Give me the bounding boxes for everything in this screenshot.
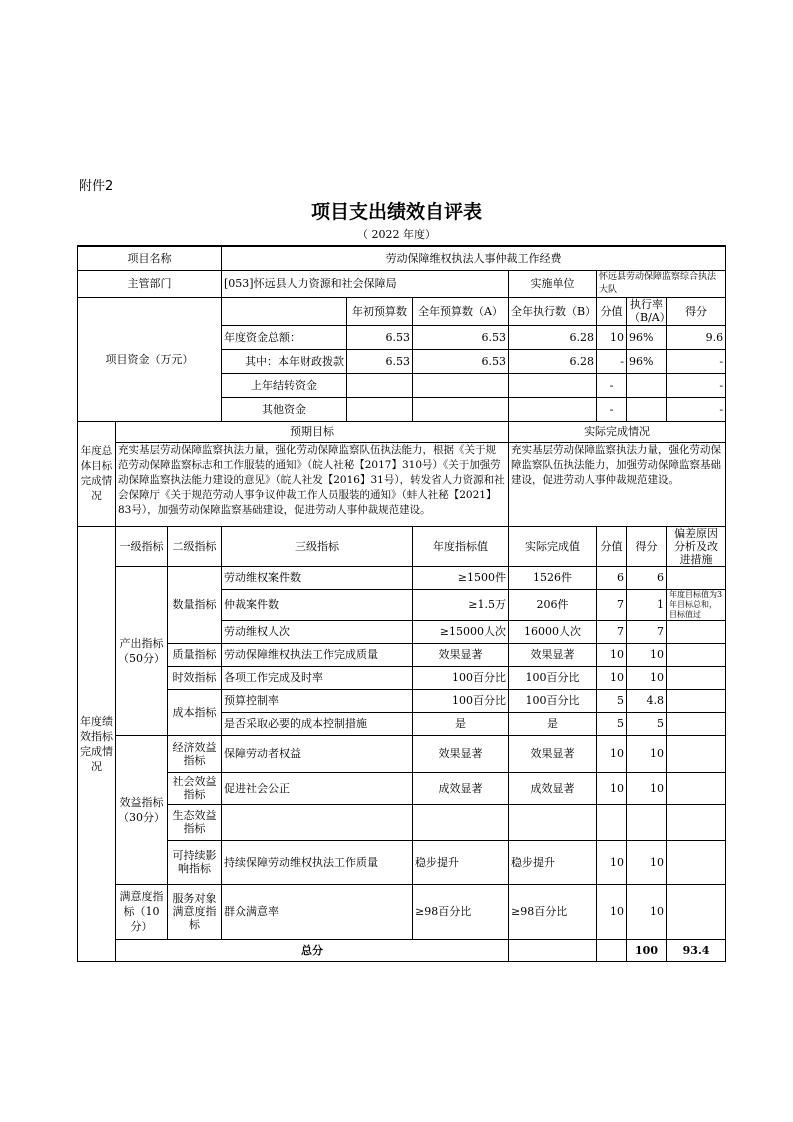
perf-row [78,566,726,589]
perf-row-l3: 劳动保障维权执法工作完成质量 [222,643,413,666]
perf-row-actual: 成效显著 [509,772,597,804]
goals-actual-text: 充实基层劳动保障监察执法力量，强化劳动保障监察队伍执法能力，加强劳动保障监察基础建设，促进劳动人事仲裁规范建设。 [511,443,722,486]
perf-row-score-value: 10 [597,735,627,772]
perf-header-actual: 实际完成值 [509,526,597,566]
perf-row-score: 10 [627,772,667,804]
perf-row-score: 6 [627,566,667,589]
project-name-row [78,246,726,270]
perf-row-target: 是 [413,712,509,735]
perf-row [78,772,726,804]
perf-row-target [413,804,509,840]
funds-row-score-value: - [597,373,627,397]
perf-row-l3: 群众满意率 [222,884,413,939]
funds-header-annual: 全年预算数（A） [413,297,509,325]
perf-row-actual: 100百分比 [509,666,597,689]
self-evaluation-table [77,245,726,962]
benefit-l1-label: 效益指标（30分） [116,735,168,884]
perf-row [78,643,726,666]
perf-row-target: 100百分比 [413,666,509,689]
benefit-social-label: 社会效益指标 [168,772,222,804]
perf-row-note [667,643,726,666]
perf-row-note: 年度目标值为3年目标总和，目标值过 [667,589,726,620]
funds-row-score-value: - [597,397,627,421]
perf-row-score: 7 [627,620,667,643]
perf-row-actual: 效果显著 [509,735,597,772]
funds-row-rate [627,373,667,397]
funds-row-initial: 6.53 [347,349,413,373]
perf-row [78,735,726,772]
perf-row-actual: 100百分比 [509,689,597,712]
perf-row-target: ≥1500件 [413,566,509,589]
funds-row-initial [347,373,413,397]
perf-row-target: 成效显著 [413,772,509,804]
perf-row-actual: 1526件 [509,566,597,589]
perf-row-score: 5 [627,712,667,735]
perf-label: 年度绩效指标完成情况 [78,526,116,961]
total-blank-target [509,939,597,961]
funds-row-rate: 96% [627,325,667,349]
funds-row-annual: 6.53 [413,349,509,373]
perf-row-l3: 仲裁案件数 [222,589,413,620]
perf-row-note [667,666,726,689]
funds-row-score: - [667,349,726,373]
perf-row-score: 10 [627,643,667,666]
perf-row [78,666,726,689]
funds-row-name: 年度资金总额： [222,325,347,349]
perf-row [78,689,726,712]
funds-row-score-value: 10 [597,325,627,349]
funds-header-score: 得分 [667,297,726,325]
perf-row-l3: 持续保障劳动维权执法工作质量 [222,840,413,884]
attachment-label: 附件2 [79,179,114,194]
perf-header-l3: 三级指标 [222,526,413,566]
perf-row-actual: 16000人次 [509,620,597,643]
dept-label: 主管部门 [78,270,222,297]
perf-row-actual: 206件 [509,589,597,620]
perf-row-actual: 是 [509,712,597,735]
goals-expected-header: 预期目标 [116,421,509,442]
benefit-economic-label: 经济效益指标 [168,735,222,772]
perf-header-target: 年度指标值 [413,526,509,566]
satisfaction-l2-label: 服务对象满意度指标 [168,884,222,939]
goals-header-row [78,421,726,442]
perf-row-score-value [597,804,627,840]
perf-row-l3: 是否采取必要的成本控制措施 [222,712,413,735]
perf-row [78,884,726,939]
perf-row-target: ≥15000人次 [413,620,509,643]
perf-row-note [667,620,726,643]
perf-row-score-value: 10 [597,840,627,884]
page-title: 项目支出绩效自评表 [310,201,482,223]
perf-row-note [667,689,726,712]
funds-row-initial: 6.53 [347,325,413,349]
perf-row-l3: 预算控制率 [222,689,413,712]
perf-row-target: ≥1.5万 [413,589,509,620]
goals-actual-cell [509,442,726,526]
perf-row-l3 [222,804,413,840]
perf-row-score-value: 5 [597,689,627,712]
perf-row-l3: 保障劳动者权益 [222,735,413,772]
perf-row-l3: 劳动维权人次 [222,620,413,643]
goals-label: 年度总体目标完成情况 [78,421,116,526]
total-label: 总分 [116,939,509,961]
funds-row-annual: 6.53 [413,325,509,349]
benefit-sustainable-label: 可持续影响指标 [168,840,222,884]
perf-row-score-value: 10 [597,884,627,939]
perf-row-note [667,712,726,735]
perf-header-score: 得分 [627,526,667,566]
impl-value: 怀远县劳动保障监察综合执法大队 [597,270,726,297]
funds-header-rate: 执行率（B/A） [627,297,667,325]
goals-expected-cell [116,442,509,526]
goals-actual-header: 实际完成情况 [509,421,726,442]
perf-row-score: 10 [627,666,667,689]
perf-row-score-value: 10 [597,666,627,689]
funds-row-name: 上年结转资金 [222,373,347,397]
perf-row-note [667,804,726,840]
funds-row-rate [627,397,667,421]
perf-row-actual: ≥98百分比 [509,884,597,939]
funds-row-score-value: - [597,349,627,373]
perf-row-score: 10 [627,884,667,939]
perf-row-l3: 劳动维权案件数 [222,566,413,589]
perf-row-note [667,566,726,589]
perf-row-target: 效果显著 [413,735,509,772]
dept-row [78,270,726,297]
funds-row-name: 其他资金 [222,397,347,421]
funds-row-score: - [667,373,726,397]
funds-header-blank [222,297,347,325]
funds-row-executed [509,397,597,421]
perf-row-score [627,804,667,840]
funds-row-score: - [667,397,726,421]
perf-row-actual: 效果显著 [509,643,597,666]
output-timeliness-label: 时效指标 [168,666,222,689]
perf-row-score: 1 [627,589,667,620]
funds-header-initial: 年初预算数 [347,297,413,325]
impl-label: 实施单位 [509,270,597,297]
perf-row-score-value: 7 [597,589,627,620]
goals-expected-text: 充实基层劳动保障监察执法力量，强化劳动保障监察队伍执法能力，根据《关于规范劳动保障监察标志和工作服装的通知》（皖人社秘【2017】310号）《关于加强劳动保障监察执法能力建设的意见》（皖人社发【2016】31号），转发省人力资源和社会保障厅《关于规范劳动人事争议仲裁工作人员服装的通知》（蚌人社秘【2021】83号），加强劳动保障监察基础建设，促进劳动人事仲裁规范建设。 [118,443,505,516]
total-row [78,939,726,961]
perf-row-score-value: 7 [597,620,627,643]
funds-row-annual [413,397,509,421]
total-score-value: 100 [627,939,667,961]
funds-header-executed: 全年执行数（B） [509,297,597,325]
output-quantity-label: 数量指标 [168,566,222,643]
perf-row [78,804,726,840]
year-label: （ 2022 年度） [357,228,436,241]
perf-row-score-value: 5 [597,712,627,735]
funds-row-executed: 6.28 [509,325,597,349]
funds-row-annual [413,373,509,397]
perf-header-l1: 一级指标 [116,526,168,566]
funds-label: 项目资金（万元） [78,297,222,421]
perf-row-l3: 促进社会公正 [222,772,413,804]
project-name-value: 劳动保障维权执法人事仲裁工作经费 [222,246,726,270]
total-blank-actual [597,939,627,961]
funds-row-score: 9.6 [667,325,726,349]
perf-row-score-value: 6 [597,566,627,589]
perf-row-actual [509,804,597,840]
funds-row-rate: 96% [627,349,667,373]
perf-row-score-value: 10 [597,643,627,666]
satisfaction-l1-label: 满意度指标（10分） [116,884,168,939]
perf-row-note [667,772,726,804]
goals-content-row [78,442,726,526]
perf-row-note [667,735,726,772]
funds-header-score-value: 分值 [597,297,627,325]
perf-row-actual: 稳步提升 [509,840,597,884]
perf-row-note [667,884,726,939]
perf-row-target: ≥98百分比 [413,884,509,939]
perf-row-target: 100百分比 [413,689,509,712]
perf-header-score-value: 分值 [597,526,627,566]
perf-row-score-value: 10 [597,772,627,804]
perf-row-l3: 各项工作完成及时率 [222,666,413,689]
funds-row-initial [347,397,413,421]
benefit-ecological-label: 生态效益指标 [168,804,222,840]
total-score: 93.4 [667,939,726,961]
perf-header-deviation: 偏差原因分析及改进措施 [667,526,726,566]
perf-row [78,840,726,884]
funds-header-row [78,297,726,325]
output-quality-label: 质量指标 [168,643,222,666]
perf-row-score: 10 [627,840,667,884]
dept-value: [053]怀远县人力资源和社会保障局 [222,270,509,297]
perf-header-row [78,526,726,566]
funds-row-executed [509,373,597,397]
funds-row-executed: 6.28 [509,349,597,373]
perf-row-score: 4.8 [627,689,667,712]
output-cost-label: 成本指标 [168,689,222,735]
perf-row-target: 稳步提升 [413,840,509,884]
perf-row-target: 效果显著 [413,643,509,666]
perf-header-l2: 二级指标 [168,526,222,566]
perf-row-note [667,840,726,884]
perf-row-score: 10 [627,735,667,772]
funds-row-name: 其中：本年财政拨款 [222,349,347,373]
project-name-label: 项目名称 [78,246,222,270]
output-l1-label: 产出指标（50分） [116,566,168,735]
